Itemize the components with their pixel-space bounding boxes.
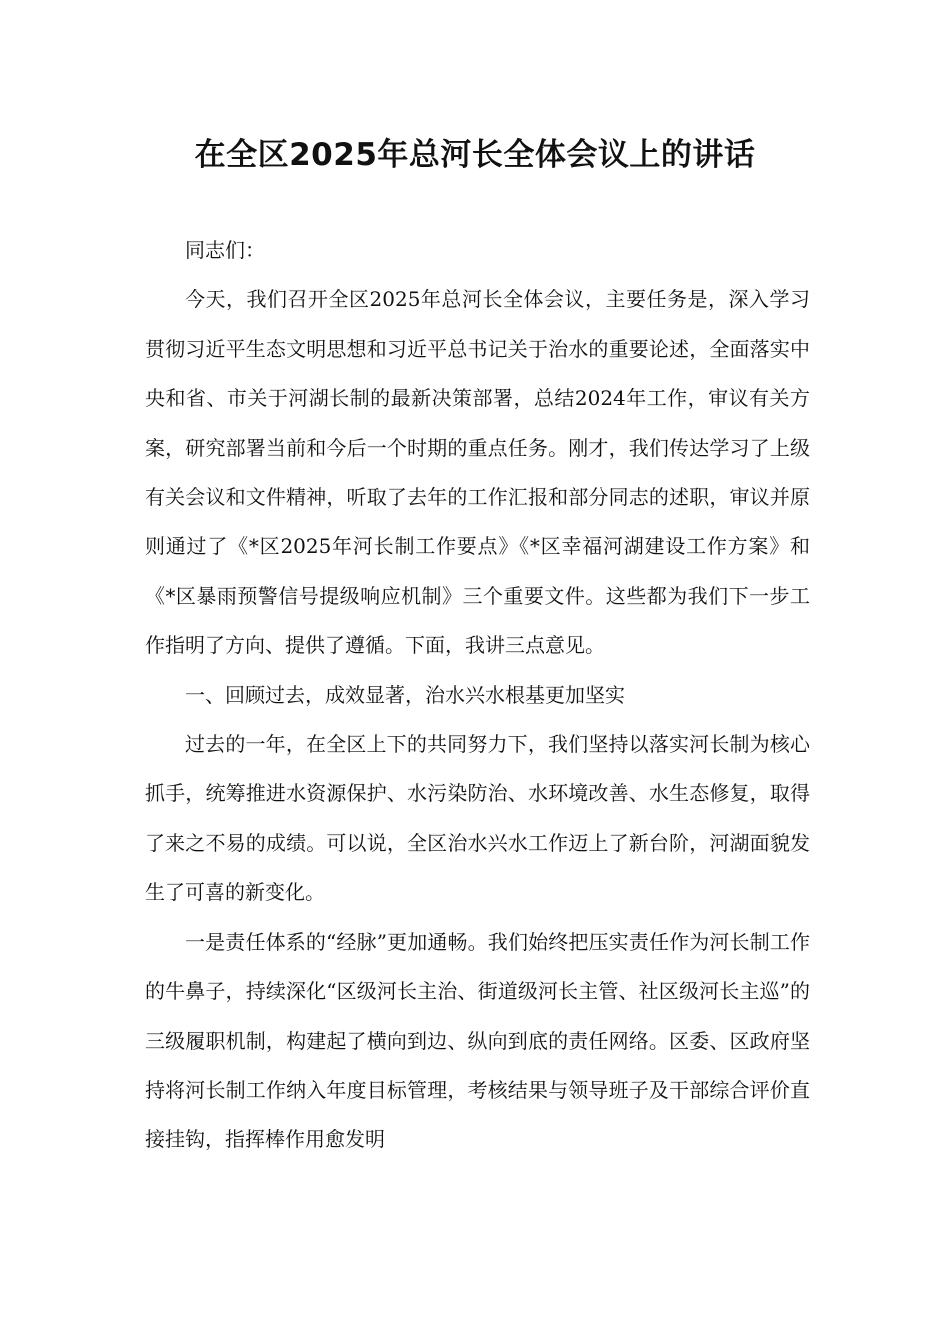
body-paragraph: 过去的一年，在全区上下的共同努力下，我们坚持以落实河长制为核心抓手，统筹推进水资源保护、水污染防治、水环境改善、水生态修复，取得了来之不易的成绩。可以说，全区治水兴水工作迈上了新台阶，河湖面貌发生了可喜的新变化。 [145,732,810,905]
section-heading: 一、回顾过去，成效显著，治水兴水根基更加坚实 [185,682,625,707]
document-body [145,226,810,1165]
body-paragraph: 今天，我们召开全区2025年总河长全体会议，主要任务是，深入学习贯彻习近平生态文明思想和习近平总书记关于治水的重要论述，全面落实中央和省、市关于河湖长制的最新决策部署，总结2024年工作，审议有关方案，研究部署当前和今后一个时期的重点任务。刚才，我们传达学习了上级有关会议和文件精神，听取了去年的工作汇报和部分同志的述职，审议并原则通过了《*区2025年河长制工作要点》《*区幸福河湖建设工作方案》和《*区暴雨预警信号提级响应机制》三个重要文件。这些都为我们下一步工作指明了方向、提供了遵循。下面，我讲三点意见。 [145,287,810,658]
body-paragraph: 一是责任体系的“经脉”更加通畅。我们始终把压实责任作为河长制工作的牛鼻子，持续深化“区级河长主治、街道级河长主管、社区级河长主巡”的三级履职机制，构建起了横向到边、纵向到底的责任网络。区委、区政府坚持将河长制工作纳入年度目标管理，考核结果与领导班子及干部综合评价直接挂钩，指挥棒作用愈发明 [145,929,810,1152]
salutation: 同志们： [185,238,265,262]
document-title: 在全区2025年总河长全体会议上的讲话 [194,137,756,173]
